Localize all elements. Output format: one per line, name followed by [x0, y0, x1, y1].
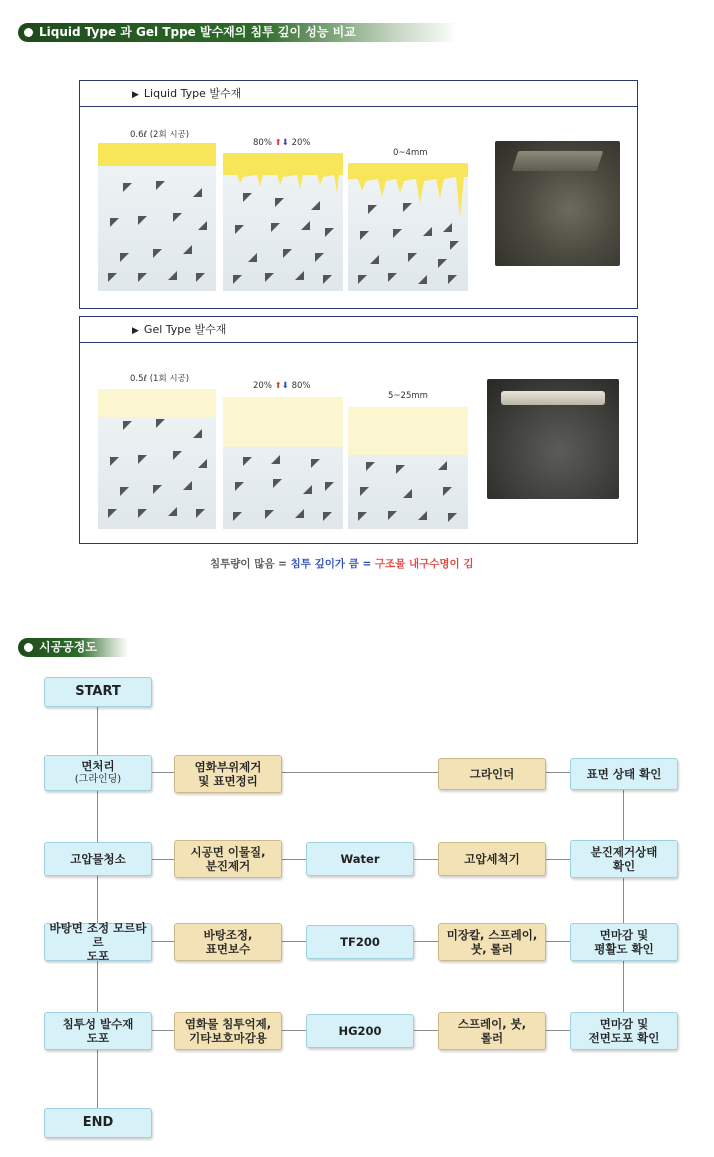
step-mortar-coating: 바탕면 조정 모르타르 도포: [44, 923, 152, 961]
connector-line: [623, 790, 624, 1015]
bullet-icon: [24, 643, 33, 652]
step-high-pressure-wash: 고압물청소: [44, 842, 152, 876]
liquid-type-panel: [79, 80, 638, 309]
concrete-block-2: [223, 153, 343, 291]
triangle-icon: ▶: [132, 90, 139, 100]
concrete-block-1: [98, 389, 216, 529]
material-tf200: TF200: [306, 925, 414, 959]
section-title-process: 시공공정도: [18, 638, 128, 657]
step-grinding: 면처리 (그라인딩): [44, 755, 152, 791]
tool-grinder: 그라인더: [438, 758, 546, 790]
check-dust: 분진제거상태 확인: [570, 840, 678, 878]
bullet-icon: [24, 28, 33, 37]
concrete-cube-photo: [487, 379, 619, 499]
task-protection: 염화물 침투억제, 기타보호마감용: [174, 1012, 282, 1050]
depth-label: 5~25mm: [388, 391, 428, 401]
start-box: START: [44, 677, 152, 707]
concrete-block-1: [98, 143, 216, 291]
material-hg200: HG200: [306, 1014, 414, 1048]
task-debris-removal: 시공면 이물질, 분진제거: [174, 840, 282, 878]
coverage-label: 0.5ℓ (1회 시공): [130, 374, 190, 384]
concrete-block-2: [223, 397, 343, 529]
tool-pressure-washer: 고압세척기: [438, 842, 546, 876]
panel-header: ▶ Gel Type 발수재: [80, 317, 637, 343]
concrete-block-3: [348, 407, 468, 529]
check-surface: 표면 상태 확인: [570, 758, 678, 790]
concrete-cube-photo: [495, 141, 620, 266]
penetration-drip: [348, 163, 468, 225]
check-full-coating: 면마감 및 전면도포 확인: [570, 1012, 678, 1050]
concrete-block-3: [348, 163, 468, 291]
task-surface-repair: 바탕조정, 표면보수: [174, 923, 282, 961]
ratio-label: 80% ⬆⬇ 20%: [253, 138, 311, 148]
summary-line: 침투량이 많음 = 침투 깊이가 큼 = 구조물 내구수명이 김: [210, 558, 474, 570]
tool-spray-brush: 스프레이, 붓, 롤러: [438, 1012, 546, 1050]
material-water: Water: [306, 842, 414, 876]
ratio-label: 20% ⬆⬇ 80%: [253, 381, 311, 391]
end-box: END: [44, 1108, 152, 1138]
section-title-penetration: Liquid Type 과 Gel Tppe 발수재의 침투 깊이 성능 비교: [18, 23, 458, 42]
coverage-label: 0.6ℓ (2회 시공): [130, 130, 190, 140]
step-repellent-coating: 침투성 발수재 도포: [44, 1012, 152, 1050]
gel-type-panel: [79, 316, 638, 544]
tool-trowel-spray: 미장칼, 스프레이, 붓, 롤러: [438, 923, 546, 961]
task-chloride-removal: 염화부위제거 및 표면정리: [174, 755, 282, 793]
depth-label: 0~4mm: [393, 148, 428, 158]
triangle-icon: ▶: [132, 326, 139, 336]
panel-header: ▶ Liquid Type 발수재: [80, 81, 637, 107]
check-flatness: 면마감 및 평활도 확인: [570, 923, 678, 961]
